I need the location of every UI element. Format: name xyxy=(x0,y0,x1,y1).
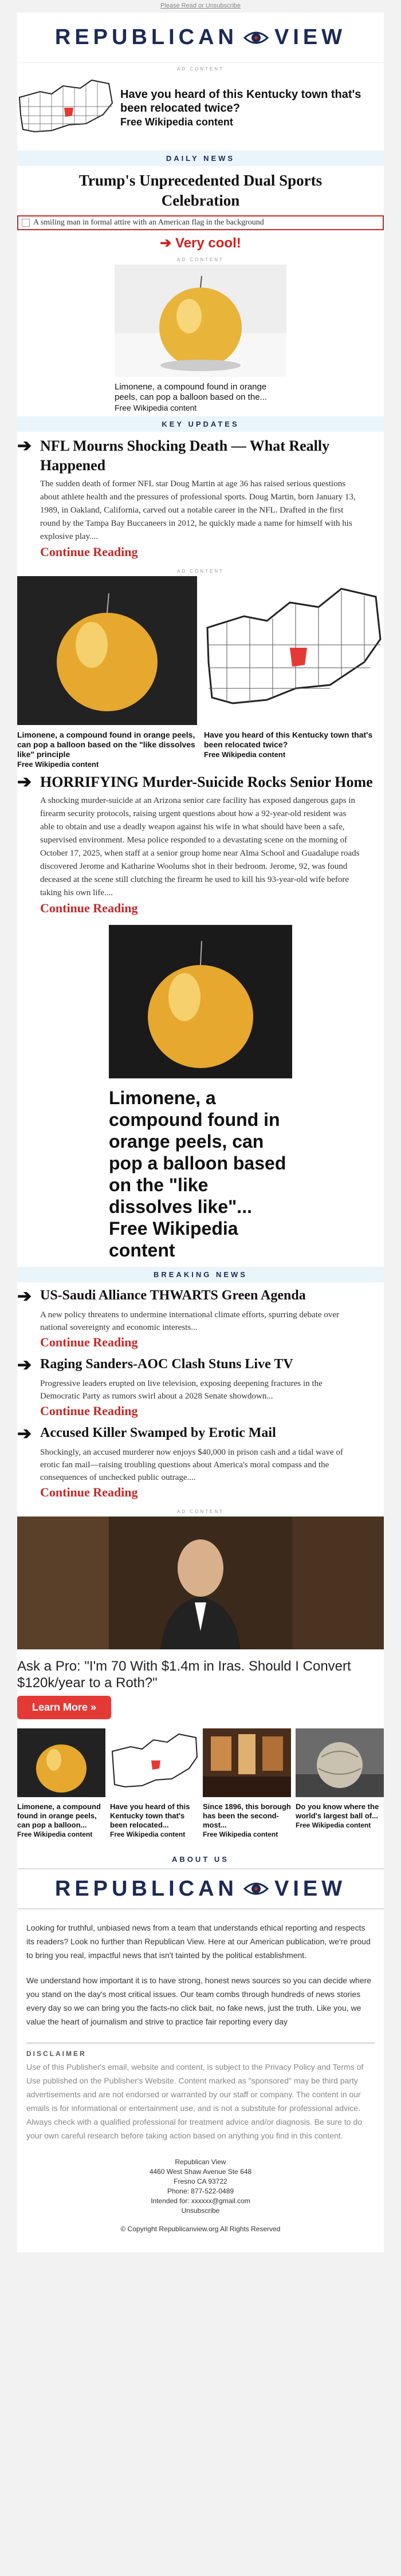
ad-quad-source: Free Wikipedia content xyxy=(17,1830,93,1838)
section-daily-news: DAILY NEWS xyxy=(17,151,384,166)
hero-image-alt: A smiling man in formal attire with an American flag in the background xyxy=(33,218,264,227)
ad-twin-left-headline[interactable]: Limonene, a compound found in orange peels, can pop a balloon based on the "like dissolves like" principle xyxy=(17,730,195,759)
disclaimer-text: Use of this Publisher's email, website and content, is subject to the Privacy Policy and Terms of Use published on the Publisher's Website. Content marked as "sponsored" may be third party advertisements and are not endorsed or warranted by our staff or company. The content in our emails is for informational or entertainment use, and is not a substitute for professional advice. Always check with a qualified professional for treatment advice and/or diagnosis. Be sure to do your own careful research before taking action based on anything you find in this content. xyxy=(26,2062,364,2140)
article-body: Progressive leaders erupted on live television, exposing deepening fractures in the Democratic Party as rumors swirl about a 2028 Senate showdown... xyxy=(40,1379,323,1401)
ad-ask-a-pro-question[interactable]: Ask a Pro: "I'm 70 With $1.4m in Iras. Should I Convert $120k/year to a Roth?" xyxy=(17,1659,351,1691)
logo-word-right: VIEW xyxy=(274,25,347,49)
unsubscribe-bar xyxy=(0,0,401,13)
advisor-photo xyxy=(17,1517,384,1649)
kentucky-map-image xyxy=(110,1728,198,1797)
ad-twin-right-headline[interactable]: Have you heard of this Kentucky town that's been relocated twice? xyxy=(204,730,373,749)
ad-twin xyxy=(17,576,384,773)
logo-word-left: REPUBLICAN xyxy=(54,25,238,49)
ad-kentucky[interactable] xyxy=(17,74,384,147)
ad-limonene-big-source: Free Wikipedia content xyxy=(109,1218,238,1261)
footer-intended: Intended for: xxxxxx@gmail.com xyxy=(151,2197,250,2205)
footer-address xyxy=(17,2154,384,2225)
disclaimer xyxy=(26,2042,375,2154)
orange-peel-image xyxy=(115,265,286,377)
unsubscribe-link[interactable]: Please Read or Unsubscribe xyxy=(160,2,241,9)
kentucky-map-image xyxy=(204,576,384,725)
ad-kentucky-headline[interactable]: Have you heard of this Kentucky town that's been relocated twice? xyxy=(120,88,361,115)
about-paragraph: Looking for truthful, unbiased news from a team that understands ethical reporting and respects its readers? Look no further than Republican View. Here at our American publication, we're proud to bring you real, impactful news that isn't tainted by the political establishment. xyxy=(26,1923,371,1960)
article-nfl xyxy=(17,436,384,565)
about-text xyxy=(17,1921,384,2040)
hero-image[interactable] xyxy=(17,215,384,230)
ad-quad-source: Free Wikipedia content xyxy=(110,1830,186,1838)
footer-unsubscribe-link[interactable]: Unsubscribe xyxy=(181,2207,220,2215)
arrow-icon: ➔ xyxy=(17,436,32,455)
ad-quad-source: Free Wikipedia content xyxy=(296,1821,371,1829)
ad-quad xyxy=(17,1719,384,1845)
about-paragraph: We understand how important it is to have strong, honest news sources so you can decide where you stand on the day's most critical issues. Our team combs through hundreds of news stories every day so we can bring you the facts-no click bait, no fake news, just the truth. Like you, we value the heart of journalism and strive to practice fair reporting every day xyxy=(26,1976,372,2026)
ad-limonene-headline[interactable]: Limonene, a compound found in orange peels, can pop a balloon based on the... xyxy=(115,382,268,402)
ad-quad-headline[interactable]: Have you heard of this Kentucky town that's been relocated... xyxy=(110,1802,190,1829)
article-killer xyxy=(17,1424,384,1506)
ball-image xyxy=(296,1728,384,1797)
ad-twin-right[interactable] xyxy=(204,576,384,769)
masthead[interactable] xyxy=(17,13,384,63)
ad-ask-a-pro[interactable] xyxy=(17,1517,384,1719)
orange-peel-image xyxy=(17,1728,105,1797)
ad-limonene-source: Free Wikipedia content xyxy=(115,403,197,412)
ad-limonene-big[interactable] xyxy=(109,925,292,1261)
ad-quad-source: Free Wikipedia content xyxy=(203,1830,278,1838)
arrow-icon: ➔ xyxy=(17,1424,32,1443)
continue-reading-link[interactable]: Continue Reading xyxy=(40,1485,138,1499)
footer-city: Fresno CA 93722 xyxy=(174,2177,227,2185)
kentucky-map-image xyxy=(17,74,115,142)
continue-reading-link[interactable]: Continue Reading xyxy=(40,545,138,559)
ad-label: AD CONTENT xyxy=(177,66,224,72)
copyright: © Copyright Republicanview.org All Rights Reserved xyxy=(120,2225,281,2233)
ad-quad-headline[interactable]: Since 1896, this borough has been the second-most... xyxy=(203,1802,291,1829)
continue-reading-link[interactable]: Continue Reading xyxy=(40,901,138,915)
footer-name: Republican View xyxy=(175,2158,226,2166)
ad-label: AD CONTENT xyxy=(177,569,224,574)
email-body xyxy=(17,13,384,2252)
ad-limonene-big-headline[interactable]: Limonene, a compound found in orange peels, can pop a balloon based on the "like dissolves like"... xyxy=(109,1088,286,1217)
ad-label: AD CONTENT xyxy=(177,1509,224,1514)
article-body: Shockingly, an accused murderer now enjoys $40,000 in prison cash and a tidal wave of erotic fan mail—raising troubling questions about America's moral compass and the consequences of unchecked public outrage.... xyxy=(40,1448,343,1482)
eye-logo-icon xyxy=(243,1876,269,1901)
orange-peel-image xyxy=(109,925,292,1078)
hero-title[interactable]: Trump's Unprecedented Dual Sports Celebration xyxy=(78,172,323,209)
ad-quad-item[interactable] xyxy=(17,1728,105,1839)
article-alliance xyxy=(17,1287,384,1356)
section-breaking-news: BREAKING NEWS xyxy=(17,1267,384,1282)
disclaimer-title: DISCLAIMER xyxy=(26,2050,87,2058)
article-title[interactable]: HORRIFYING Murder-Suicide Rocks Senior Home xyxy=(40,774,373,790)
article-title[interactable]: Raging Sanders-AOC Clash Stuns Live TV xyxy=(40,1357,293,1372)
article-sanders xyxy=(17,1356,384,1424)
eye-logo-icon xyxy=(243,25,269,50)
ad-label: AD CONTENT xyxy=(177,257,224,262)
ad-twin-left[interactable] xyxy=(17,576,197,769)
article-body: A new policy threatens to undermine international climate efforts, spurring debate over national sovereignty and economic interests... xyxy=(40,1310,340,1332)
ad-kentucky-source: Free Wikipedia content xyxy=(120,116,233,128)
ad-twin-right-source: Free Wikipedia content xyxy=(204,750,286,759)
ad-quad-headline[interactable]: Limonene, a compound found in orange peels, can pop a balloon... xyxy=(17,1802,101,1829)
arrow-icon: ➔ xyxy=(17,1356,32,1374)
ad-quad-item[interactable] xyxy=(296,1728,384,1839)
orange-peel-image xyxy=(17,576,197,725)
article-murder xyxy=(17,773,384,921)
arrow-icon: ➔ xyxy=(17,1287,32,1306)
about-logo[interactable] xyxy=(17,1868,384,1909)
learn-more-button[interactable]: Learn More » xyxy=(17,1696,111,1719)
ad-quad-item[interactable] xyxy=(110,1728,198,1839)
ad-quad-item[interactable] xyxy=(203,1728,291,1839)
logo-word-right: VIEW xyxy=(274,1876,347,1901)
continue-reading-link[interactable]: Continue Reading xyxy=(40,1335,138,1349)
arrow-icon: ➔ xyxy=(17,773,32,791)
borough-interior-image xyxy=(203,1728,291,1797)
logo-word-left: REPUBLICAN xyxy=(54,1876,238,1901)
footer-street: 4460 West Shaw Avenue Ste 648 xyxy=(149,2168,252,2176)
article-title[interactable]: Accused Killer Swamped by Erotic Mail xyxy=(40,1425,276,1440)
ad-limonene[interactable] xyxy=(115,265,286,413)
section-key-updates: KEY UPDATES xyxy=(17,416,384,432)
article-body: The sudden death of former NFL star Doug Martin at age 36 has raised serious questions about athlete health and the pressures of professional sports. Doug Martin, born January 13, 1989, in Oakland, California, carved out a notable career in the NFL. Drafted in the first round by the Tampa Bay Buccaneers in 2012, he quickly made a name for himself with his explosive play.... xyxy=(40,479,356,541)
broken-image-icon xyxy=(22,219,30,227)
section-about-us: ABOUT US xyxy=(172,1855,229,1864)
article-body: A shocking murder-suicide at an Arizona senior care facility has exposed dangerous gaps in firearm security protocols, raising urgent questions about how a 92-year-old resident was able to obtain and use a deadly weapon against his wife in what should have been a safe, supervised environment. Mesa police responded to a devastating scene on the morning of October 17, 2025, when staff at a senior group home near Alma School and Guadalupe roads discovered Jerome and Katharine Woolums shot in their bedroom. Jerome, 92, was found deceased at the scene still clutching the firearm he used to kill his 93-year-old wife before taking his own life.... xyxy=(40,796,360,897)
ad-twin-left-source: Free Wikipedia content xyxy=(17,760,99,769)
continue-reading-link[interactable]: Continue Reading xyxy=(40,1404,138,1418)
footer-phone: Phone: 877-522-0489 xyxy=(167,2187,234,2195)
article-title[interactable]: NFL Mourns Shocking Death — What Really Happened xyxy=(40,438,330,474)
article-title[interactable]: US-Saudi Alliance THWARTS Green Agenda xyxy=(40,1288,306,1303)
very-cool-link[interactable]: ➔ Very cool! xyxy=(160,235,241,251)
ad-quad-headline[interactable]: Do you know where the world's largest ball of... xyxy=(296,1802,379,1820)
